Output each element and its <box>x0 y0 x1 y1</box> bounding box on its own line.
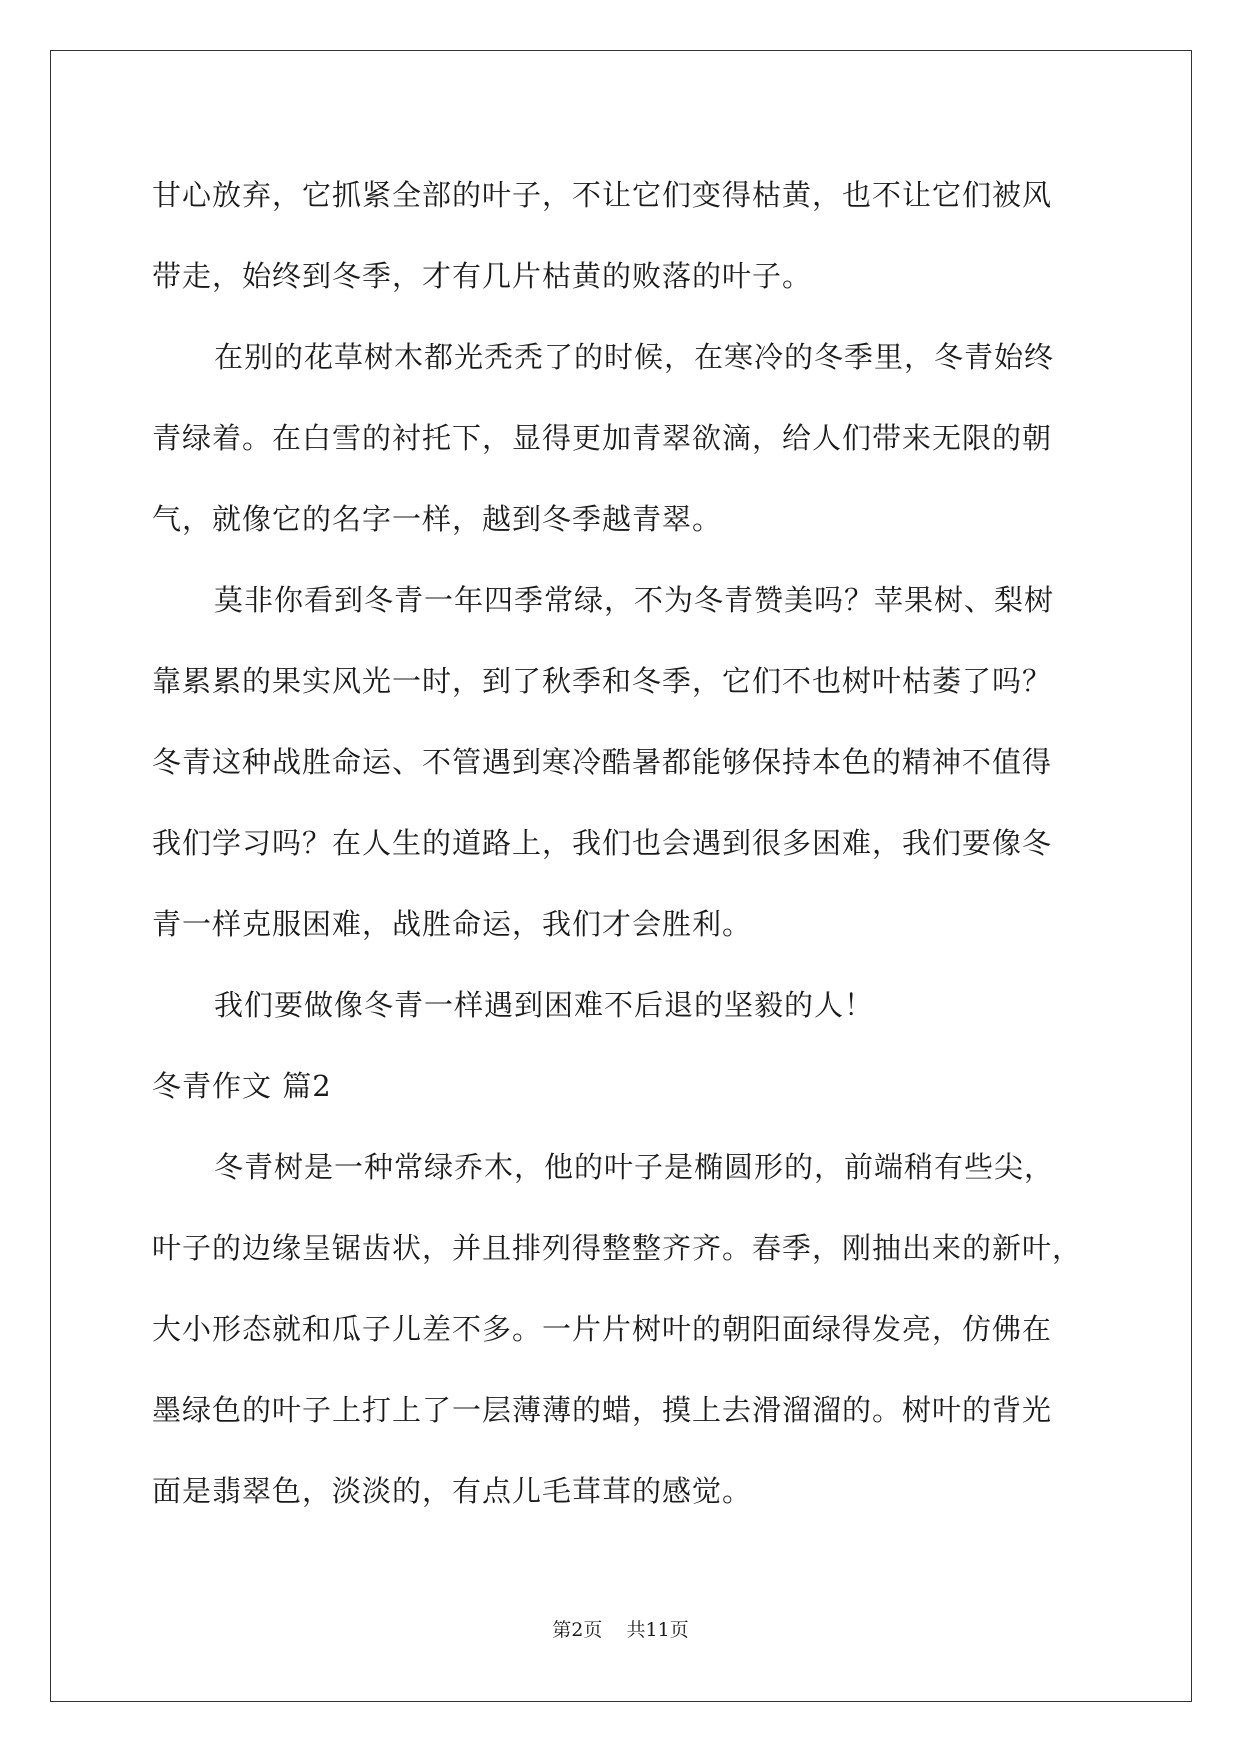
paragraph <box>152 1127 1112 1532</box>
text-line: 莫非你看到冬青一年四季常绿，不为冬青赞美吗？苹果树、梨树 <box>214 583 1055 617</box>
text-line: 带走，始终到冬季，才有几片枯黄的败落的叶子。 <box>152 259 813 293</box>
section-heading: 冬青作文 篇2 <box>152 1069 332 1103</box>
text-line: 我们学习吗？在人生的道路上，我们也会遇到很多困难，我们要像冬 <box>152 826 1053 860</box>
text-line: 冬青这种战胜命运、不管遇到寒冷酷暑都能够保持本色的精神不值得 <box>152 745 1053 779</box>
document-body <box>152 155 1112 1532</box>
text-line: 大小形态就和瓜子儿差不多。一片片树叶的朝阳面绿得发亮，仿佛在 <box>152 1312 1053 1346</box>
text-line: 甘心放弃，它抓紧全部的叶子，不让它们变得枯黄，也不让它们被风 <box>152 178 1053 212</box>
text-line: 墨绿色的叶子上打上了一层薄薄的蜡，摸上去滑溜溜的。树叶的背光 <box>152 1393 1053 1427</box>
text-line: 面是翡翠色，淡淡的，有点儿毛茸茸的感觉。 <box>152 1474 753 1508</box>
text-line: 气，就像它的名字一样，越到冬季越青翠。 <box>152 502 723 536</box>
text-line: 青一样克服困难，战胜命运，我们才会胜利。 <box>152 907 753 941</box>
text-line: 青绿着。在白雪的衬托下，显得更加青翠欲滴，给人们带来无限的朝 <box>152 421 1053 455</box>
paragraph <box>152 155 1112 317</box>
text-line: 叶子的边缘呈锯齿状，并且排列得整整齐齐。春季，刚抽出来的新叶， <box>152 1231 1083 1265</box>
paragraph <box>152 560 1112 965</box>
text-line: 冬青树是一种常绿乔木，他的叶子是椭圆形的，前端稍有些尖， <box>214 1150 1055 1184</box>
text-line: 在别的花草树木都光秃秃了的时候，在寒冷的冬季里，冬青始终 <box>214 340 1055 374</box>
page-number: 第2页 共11页 <box>552 1619 689 1641</box>
text-line: 我们要做像冬青一样遇到困难不后退的坚毅的人！ <box>214 988 875 1022</box>
text-line: 靠累累的果实风光一时，到了秋季和冬季，它们不也树叶枯萎了吗？ <box>152 664 1053 698</box>
paragraph <box>152 317 1112 560</box>
paragraph <box>152 965 1112 1046</box>
